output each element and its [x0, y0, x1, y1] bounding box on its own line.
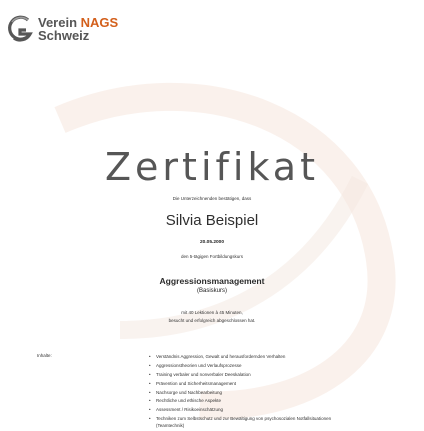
logo-line-2: Schweiz — [38, 28, 90, 43]
certificate-date: 20.05.2000 — [199, 240, 224, 245]
contents-label: Inhalte: — [37, 353, 52, 358]
logo-line-1: Verein NAGS — [38, 15, 119, 30]
logo-emblem-icon — [6, 14, 34, 44]
intro-text: Die Unterzeichnenden bestätigen, dass — [172, 196, 252, 201]
list-item: • Prävention und Sicherheitsmanagement — [148, 381, 348, 387]
organization-logo — [6, 8, 156, 48]
list-item: • Aggressionstheorien und Verlaufsprozesse — [148, 363, 348, 369]
list-item: • Verständnis Aggression, Gewalt und herausfordernden Verhalten — [148, 354, 348, 360]
list-item: • Assessment / Risikoeinschätzung — [148, 407, 348, 413]
list-item: • Rechtliche und ethische Aspekte — [148, 398, 348, 404]
hours-text-line-1: mit 40 Lektionen à 45 Minuten, — [181, 310, 243, 315]
list-item: • Training verbaler und nonverbaler Deeskalation — [148, 372, 348, 378]
list-item: • Techniken zum Selbstschutz und zur Bewältigung von psychosozialen Notfallsituationen (Teamtechnik) — [148, 416, 348, 429]
course-title: Aggressionsmanagement — [159, 276, 265, 286]
logo-text — [38, 16, 118, 42]
course-subtitle: (Basiskurs) — [196, 288, 227, 294]
list-item: • Nachsorge und Nachbearbeitung — [148, 390, 348, 396]
certificate-title: Zertifikat — [105, 145, 319, 189]
recipient-name: Silvia Beispiel — [165, 212, 259, 229]
contents-list — [148, 354, 348, 431]
hours-text-line-2: besucht und erfolgreich abgeschlossen hat. — [168, 318, 256, 323]
course-duration-text: den 5-tägigen Fortbildungskurs — [180, 254, 244, 259]
